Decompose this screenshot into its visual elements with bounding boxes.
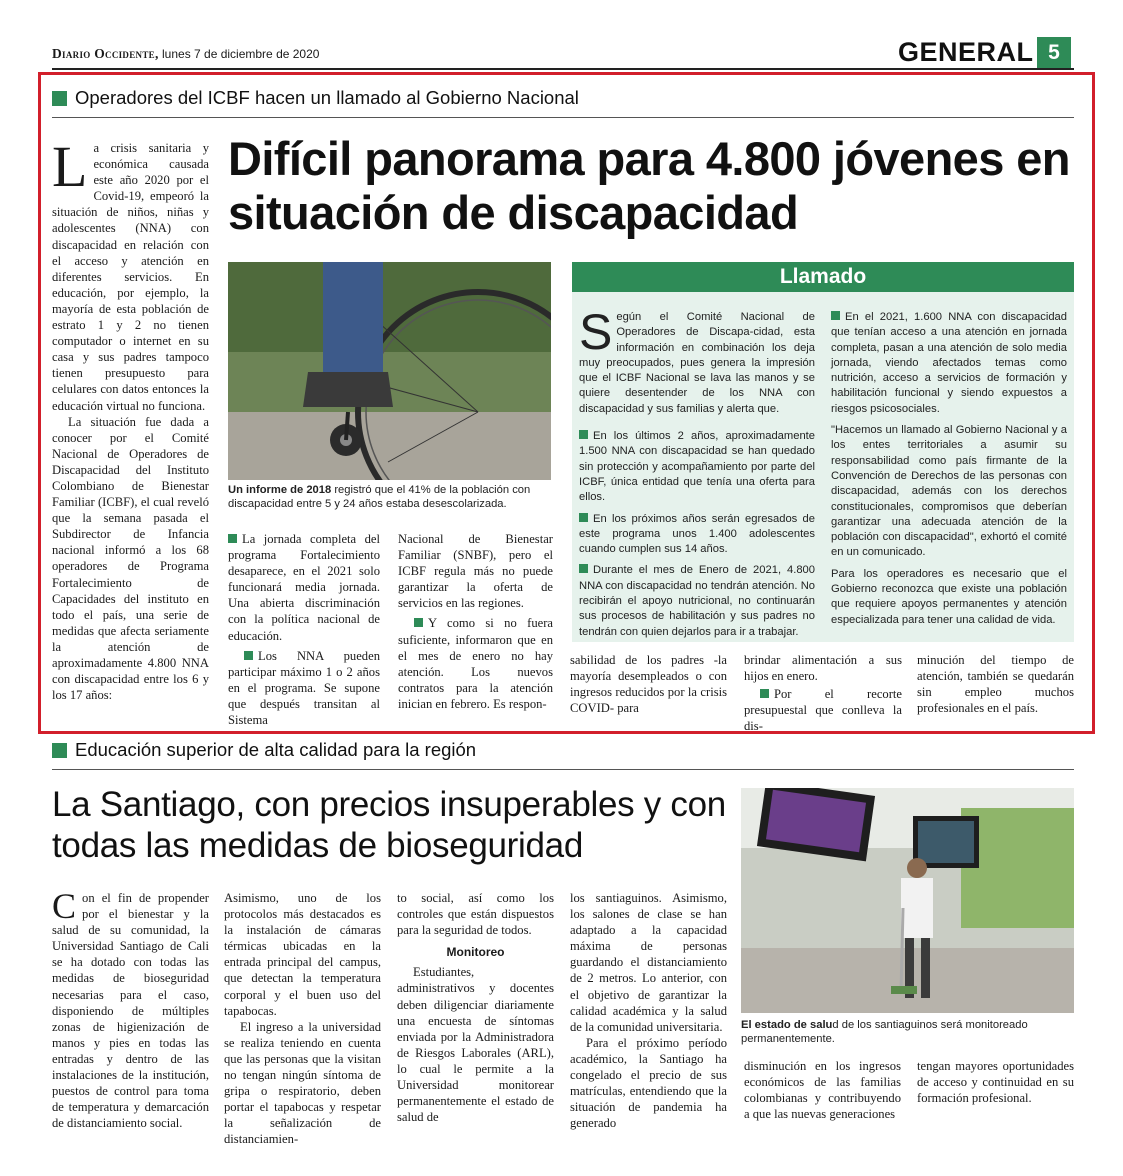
caption-bold: Un informe de 2018 — [228, 484, 332, 496]
kicker-square-icon — [52, 743, 67, 758]
article1-column-4 — [570, 652, 727, 716]
campus-image-icon — [741, 788, 1074, 1013]
paragraph: to social, así como los controles que están dispuestos para la seguridad de todos. — [397, 891, 554, 938]
bullet-square-icon — [831, 311, 840, 320]
article2-column-6 — [917, 1058, 1074, 1106]
paragraph: En el 2021, 1.600 NNA con discapacidad que tenían acceso a una atención en jornada completa, pasan a una atención de solo media jornada, viendo afectados temas como nutrición, acceso a servicios de formación y habilitación funcional y siendo expuestos a riesgos psicosociales. — [831, 311, 1067, 415]
article2-column-1 — [52, 886, 209, 1131]
thermal-camera-photo — [741, 788, 1074, 1013]
paragraph: La jornada completa del programa Fortalecimiento desaparece, en el 2021 solo funcionará media jornada. Una abierta discriminación con la política nacional de educación. — [228, 532, 380, 643]
paragraph: tengan mayores oportunidades de acceso y continuidad en su formación profesional. — [917, 1059, 1074, 1106]
paragraph: los santiaguinos. Asimismo, los salones de clase se han adaptado a la capacidad máxima de personas guardando el distanciamiento de 2 metros. Lo anterior, con el objetivo de garantizar la calidad académica y la salud de la comunidad universitaria. — [570, 891, 727, 1034]
article2-kicker — [52, 739, 476, 761]
kicker-rule — [52, 769, 1074, 770]
section-label: GENERAL — [898, 37, 1034, 67]
article2-column-3 — [397, 890, 554, 1125]
paragraph: brindar alimentación a sus hijos en enero. — [744, 653, 902, 684]
paragraph: "Hacemos un llamado al Gobierno Nacional y a los entes territoriales a asumir su responsabilidad como país firmante de la Convención de Derechos de las personas con discapacidad, además con los derechos constitucionales, compromisos que deberían garantizar una adecuada atención de la población con discapacidad", exhortó el comité en un comunicado. — [831, 424, 1067, 559]
article1-kicker — [52, 87, 579, 109]
header-rule — [52, 68, 1074, 70]
article2-headline: La Santiago, con precios insuperables y con todas las medidas de bioseguridad — [52, 785, 726, 865]
paragraph: a crisis sanitaria y económica causada este año 2020 por el Covid-19, empeoró la situación de niños, niñas y adolescentes (NNA) con discapacidad en relación con el acceso y atención en diferentes servicios. En educación, por ejemplo, la mayoría de esta población de estrato 1 y 2 no tienen computador o internet en su casa y sus padres tampoco tienen presupuesto para celulares con datos entonces la educación virtual no funciona. — [52, 141, 209, 413]
kicker-square-icon — [52, 91, 67, 106]
page-number: 5 — [1037, 37, 1071, 69]
llamado-box — [572, 262, 1074, 642]
dropcap: L — [52, 134, 88, 199]
paragraph: La situación fue dada a conocer por el Comité Nacional de Operadores de Discapacidad del Instituto Colombiano de Bienestar Familiar (ICBF), el cual reveló que la semana pasada el Subdirector de Infancia nacional informó a los 68 operadores de Programa Fortalecimiento de Capacidades del instituto en todo el país, una serie de medidas que afecta seriamente la atención de aproximadamente 4.800 NNA con discapacidad entre los 6 y los 17 años: — [52, 414, 209, 703]
paragraph: En los últimos 2 años, aproximadamente 1.500 NNA con discapacidad se han quedado sin protección y acompañamiento por parte del ICBF, única entidad que tenía una oferta para ellos. — [579, 430, 815, 504]
article1-column-1 — [52, 134, 209, 703]
article1-column-6 — [917, 652, 1074, 716]
photo1-caption — [228, 483, 551, 511]
article1-column-3 — [398, 531, 553, 712]
paragraph: minución del tiempo de atención, también se quedarán sin empleo muchos profesionales en el país. — [917, 653, 1074, 716]
bullet-square-icon — [579, 430, 588, 439]
article2-column-4 — [570, 890, 727, 1131]
masthead — [52, 46, 319, 62]
box-right-column — [831, 310, 1067, 634]
photo2-caption — [741, 1018, 1074, 1046]
paragraph: egún el Comité Nacional de Operadores de Discapa-cidad, esta información en combinación los deja muy preocupados, pues genera la impresión que el ICBF Nacional se lava las manos y se quiere desentender de los NNA con discapacidad y sus familias y alerta que. — [579, 311, 815, 415]
newspaper-name: Diario Occidente, — [52, 46, 159, 61]
dropcap: C — [52, 886, 77, 926]
wheelchair-image-icon — [228, 262, 551, 480]
paragraph: En los próximos años serán egresados de este programa unos 1.400 adolescentes cuando cumplen sus 14 años. — [579, 512, 815, 556]
subhead-monitoreo: Monitoreo — [446, 945, 505, 960]
paragraph: Nacional de Bienestar Familiar (SNBF), pero el ICBF regula más no puede garantizar la oferta de servicios en las regiones. — [398, 532, 553, 611]
paragraph: disminución en los ingresos económicos de las familias colombianas y contribuyendo a que las nuevas generaciones — [744, 1059, 901, 1122]
box-dropcap: S — [579, 304, 613, 360]
caption-text: d de los santiaguinos será monitoreado permanentemente. — [741, 1019, 1028, 1045]
paragraph: Para los operadores es necesario que el Gobierno reconozca que existe una población que requiere apoyos permanentes y atención especializada para tener una calidad de vida. — [831, 567, 1067, 626]
kicker-rule — [52, 117, 1074, 118]
issue-date: lunes 7 de diciembre de 2020 — [162, 47, 320, 61]
article1-column-5 — [744, 652, 902, 734]
paragraph: Por el recorte presupuestal que conlleva la dis- — [744, 687, 902, 734]
box-left-column — [579, 304, 815, 646]
paragraph: Para el próximo período académico, la Santiago ha congelado el precio de sus matrículas, entendiendo que la situación de pandemia ha generado — [570, 1035, 727, 1131]
paragraph: Durante el mes de Enero de 2021, 4.800 NNA con discapacidad no tendrán atención. No recibirán el apoyo nutricional, no continuarán sus procesos de habilitación y sus padres no tendrán con quien dejarlos para ir a trabajar. — [579, 564, 815, 638]
box-title: Llamado — [572, 262, 1074, 292]
paragraph: Y como si no fuera suficiente, informaron que en el mes de enero no hay atención. Los nuevos contratos para la atención inician en febrero. Es respon- — [398, 616, 553, 711]
paragraph: Estudiantes, administrativos y docentes deben diligenciar diariamente una encuesta de síntomas enviada por la Administradora de Riesgos Laborales (ARL), lo cual le permite a la Universidad monitorear permanentemente el estado de salud de — [397, 965, 554, 1125]
paragraph: El ingreso a la universidad se realiza teniendo en cuenta que las personas que la visitan no tengan ningún síntoma de gripa o respiratorio, deben portar el tapabocas y respetar la señalización de distanciamien- — [224, 1019, 381, 1147]
paragraph: Asimismo, uno de los protocolos más destacados es la instalación de cámaras térmicas ubicadas en la entrada principal del campus, que detectan la temperatura corporal y el buen uso del tapabocas. — [224, 891, 381, 1018]
paragraph: on el fin de propender por el bienestar y la salud de su comunidad, la Universidad Santiago de Cali se ha dotado con todas las medidas de bioseguridad necesarias para el caso, disponiendo de múltiples zonas de higienización de manos y pies en todas las entradas y dentro de las instalaciones de la institución, puestos de control para toma de temperatura y demarcación de distanciamiento social. — [52, 891, 209, 1131]
paragraph: Los NNA pueden participar máximo 1 o 2 años en el programa. Se supone que después transitan al Sistema — [228, 648, 380, 728]
bullet-square-icon — [760, 689, 769, 698]
article1-column-2 — [228, 531, 380, 728]
paragraph: sabilidad de los padres -la mayoría desempleados o con ingresos reducidos por la crisis COVID- para — [570, 653, 727, 716]
article1-headline: Difícil panorama para 4.800 jóvenes en situación de discapacidad — [228, 132, 1070, 239]
caption-bold: El estado de salu — [741, 1019, 833, 1031]
kicker-text: Operadores del ICBF hacen un llamado al Gobierno Nacional — [75, 87, 579, 108]
caption-text: registró que el 41% de la población con discapacidad entre 5 y 24 años estaba desescolarizada. — [228, 484, 531, 510]
bullet-square-icon — [414, 618, 423, 627]
bullet-square-icon — [579, 564, 588, 573]
bullet-square-icon — [579, 513, 588, 522]
article2-column-5 — [744, 1058, 901, 1122]
wheelchair-photo — [228, 262, 551, 480]
bullet-square-icon — [244, 651, 253, 660]
article2-column-2 — [224, 890, 381, 1148]
bullet-square-icon — [228, 534, 237, 543]
kicker-text: Educación superior de alta calidad para la región — [75, 739, 477, 760]
